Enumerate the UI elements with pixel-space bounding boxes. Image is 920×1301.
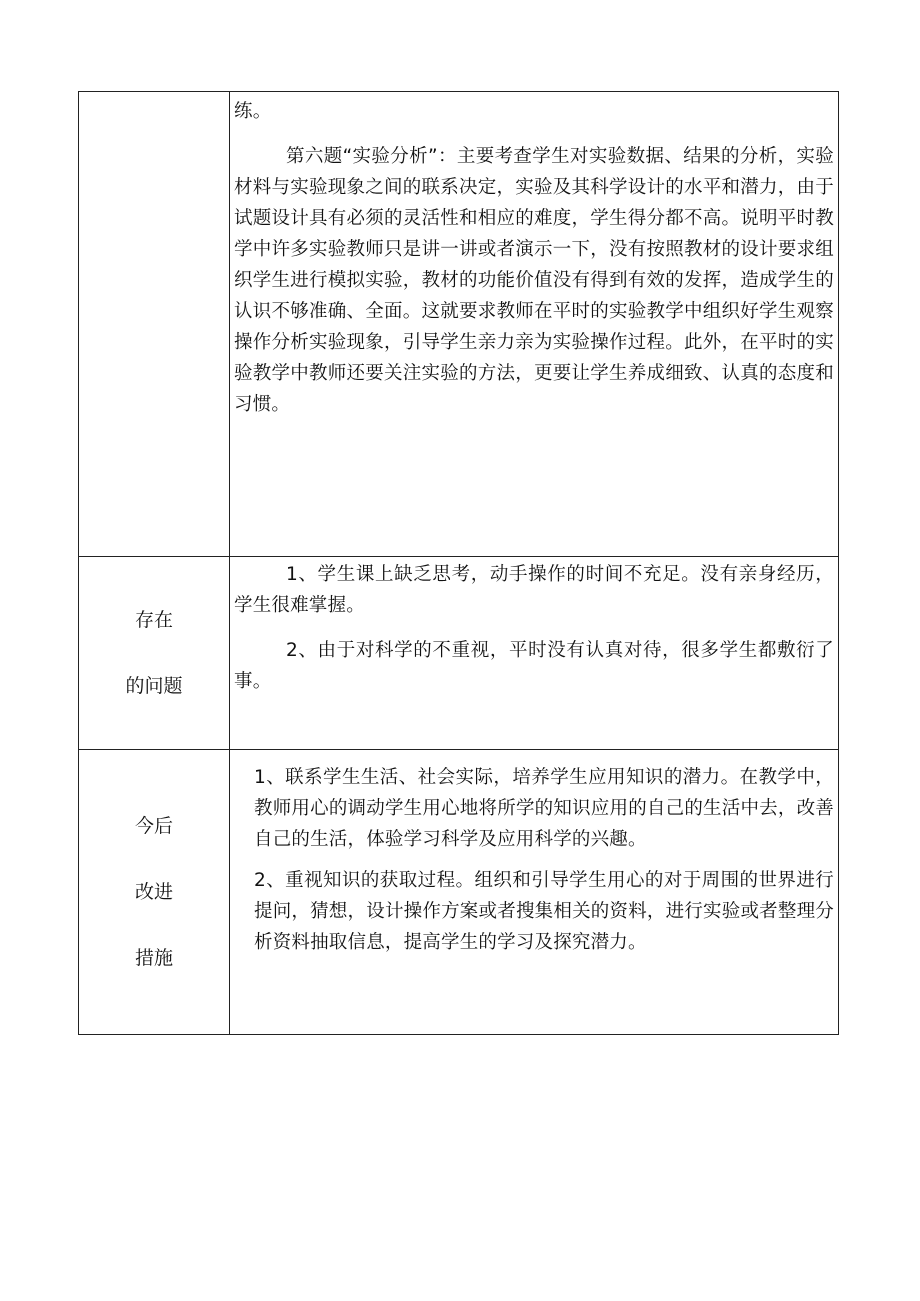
analysis-row	[79, 92, 839, 557]
problem-item-2: 2、由于对科学的不重视，平时没有认真对待，很多学生都敷衍了事。	[234, 640, 834, 692]
report-table	[78, 91, 839, 1035]
measures-label-line2: 改进	[134, 881, 173, 903]
measure-item-1: 1、联系学生生活、社会实际，培养学生应用知识的潜力。在教学中，教师用心的调动学生用心地将所学的知识应用的自己的生活中去，改善自己的生活，体验学习科学及应用科学的兴趣。	[254, 767, 834, 850]
measures-label-line3: 措施	[134, 947, 173, 969]
analysis-label-cell	[79, 92, 230, 557]
measure-item-2: 2、重视知识的获取过程。组织和引导学生用心的对于周围的世界进行提问，猜想，设计操作方案或者搜集相关的资料，进行实验或者整理分析资料抽取信息，提高学生的学习及探究潜力。	[254, 870, 834, 953]
measures-row	[79, 750, 839, 1035]
problems-label-line2: 的问题	[125, 675, 183, 697]
problems-content-cell	[230, 557, 839, 750]
measures-content-cell	[230, 750, 839, 1035]
question-six-analysis: 第六题“实验分析”：主要考查学生对实验数据、结果的分析，实验材料与实验现象之间的联系决定，实验及其科学设计的水平和潜力，由于试题设计具有必须的灵活性和相应的难度，学生得分都不高。说明平时教学中许多实验教师只是讲一讲或者演示一下，没有按照教材的设计要求组织学生进行模拟实验，教材的功能价值没有得到有效的发挥，造成学生的认识不够准确、全面。这就要求教师在平时的实验教学中组织好学生观察操作分析实验现象，引导学生亲力亲为实验操作过程。此外，在平时的实验教学中教师还要关注实验的方法，更要让学生养成细致、认真的态度和习惯。	[234, 146, 834, 415]
measures-label-cell	[79, 750, 230, 1035]
problems-label-cell	[79, 557, 230, 750]
problems-row	[79, 557, 839, 750]
analysis-content-cell	[230, 92, 839, 557]
problem-item-1: 1、学生课上缺乏思考，动手操作的时间不充足。没有亲身经历，学生很难掌握。	[234, 564, 834, 616]
problems-label-line1: 存在	[134, 609, 173, 631]
measures-label-line1: 今后	[134, 815, 173, 837]
continuation-text: 练。	[234, 101, 272, 122]
